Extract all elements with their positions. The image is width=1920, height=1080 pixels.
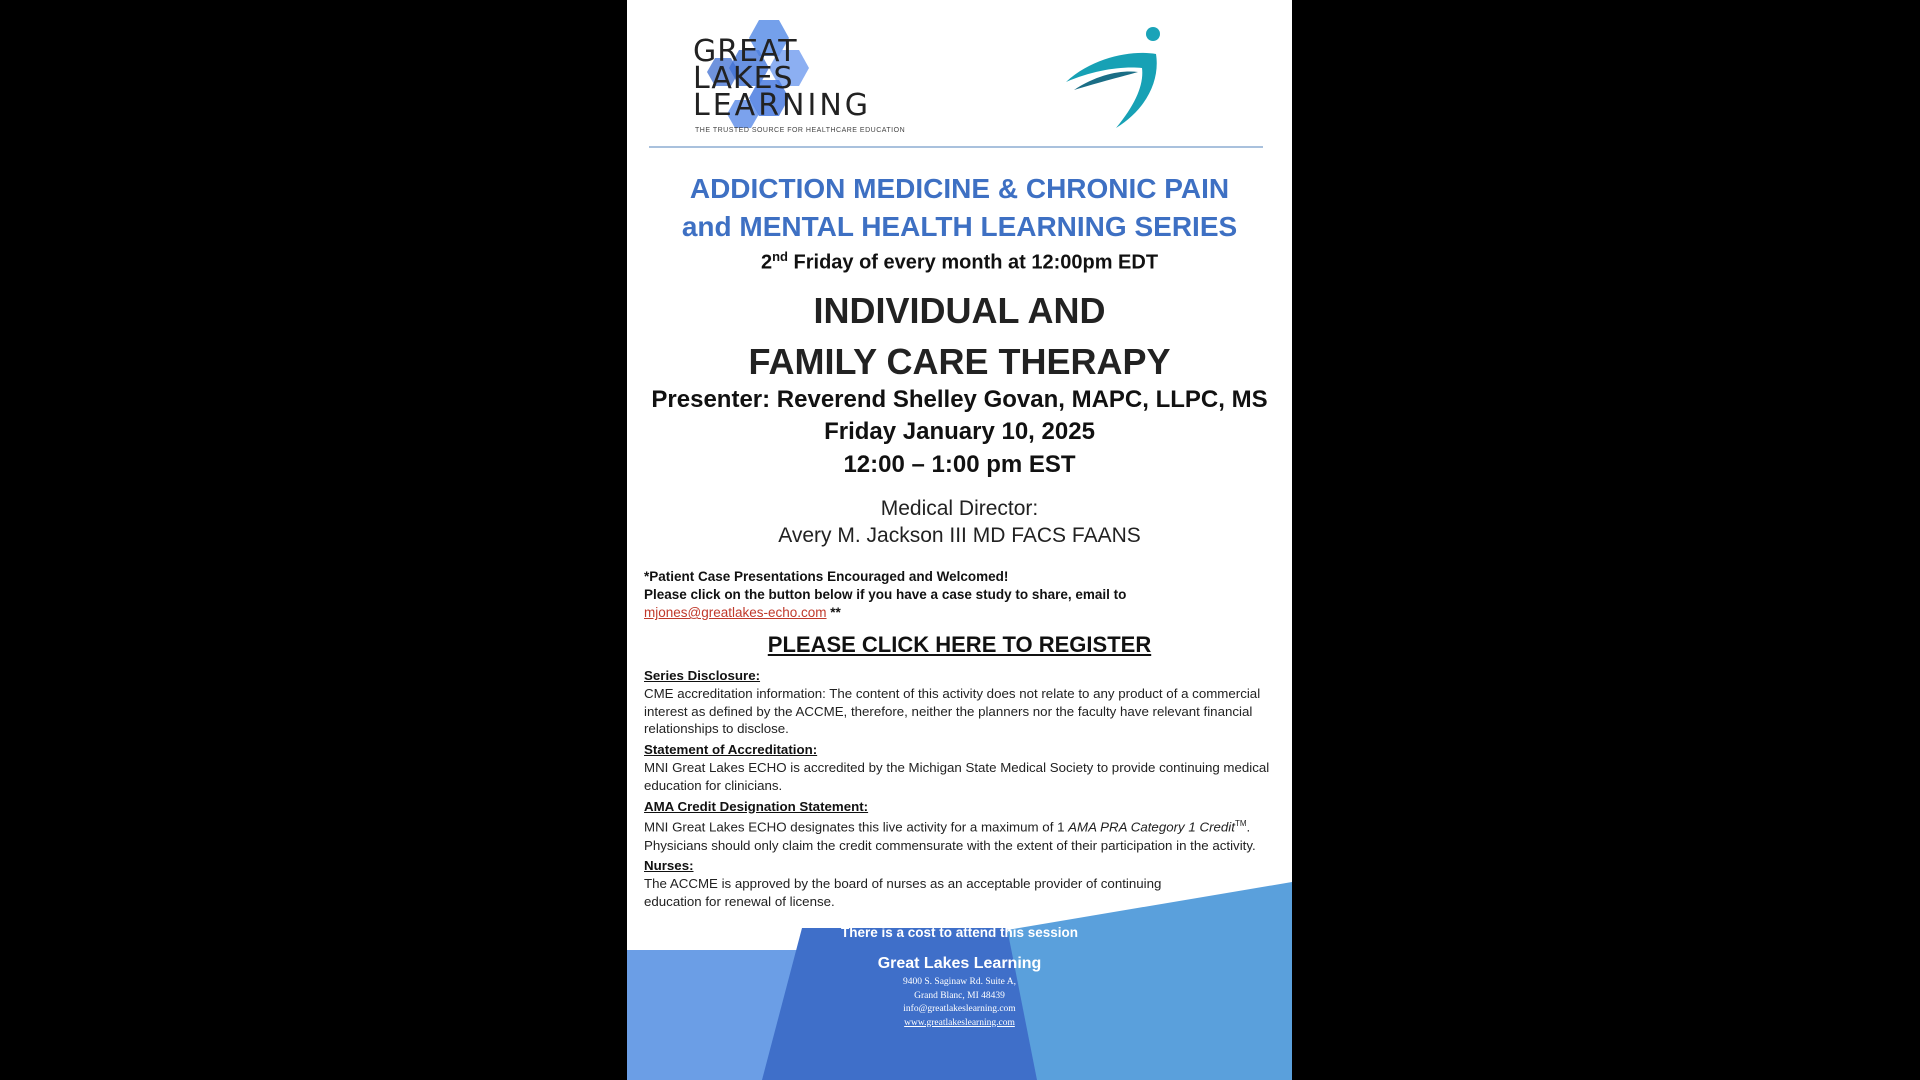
nurses-text: The ACCME is approved by the board of nurses as an acceptable provider of continuing education for renewal of license. (644, 876, 1162, 909)
series-title-line2: and MENTAL HEALTH LEARNING SERIES (681, 211, 1238, 242)
logo-word-learning: LEARNING (693, 88, 872, 123)
schedule-ordinal: 2 (760, 251, 773, 274)
logo-word-great: GREAT (693, 34, 798, 69)
register-link[interactable]: PLEASE CLICK HERE TO REGISTER (767, 632, 1152, 657)
address-line2: Grand Blanc, MI 48439 (914, 990, 1005, 1001)
ama-credit-text-2: . Physicians should only claim the credit commensurate with the extent of their participation in the activity. (644, 819, 1256, 853)
flyer-page (627, 0, 1292, 1080)
accreditation-text: MNI Great Lakes ECHO is accredited by the Michigan State Medical Society to provide continuing medical education for clinicians. (644, 759, 1270, 793)
footer-website-link[interactable]: www.greatlakeslearning.com (904, 1017, 1015, 1028)
case-email-link[interactable]: mjones@greatlakes-echo.com (644, 605, 827, 620)
event-title-line2: FAMILY CARE THERAPY (748, 341, 1171, 382)
series-title-line1: ADDICTION MEDICINE & CHRONIC PAIN (689, 173, 1230, 204)
series-disclosure-heading: Series Disclosure: (644, 668, 761, 683)
series-schedule (627, 249, 1292, 275)
event-title-line1: INDIVIDUAL AND (813, 290, 1106, 331)
ama-credit-heading: AMA Credit Designation Statement: (644, 798, 869, 814)
address-line1: 9400 S. Saginaw Rd. Suite A, (903, 977, 1016, 987)
cost-notice: There is a cost to attend this session (840, 925, 1079, 940)
series-title (627, 170, 1292, 246)
logo-tagline: THE TRUSTED SOURCE FOR HEALTHCARE EDUCATION (695, 127, 906, 134)
case-headline: *Patient Case Presentations Encouraged and Welcomed! (644, 569, 1009, 584)
ama-credit-italic: AMA PRA Category 1 Credit (1068, 819, 1235, 835)
footer-email: info@greatlakeslearning.com (903, 1004, 1016, 1014)
case-instruction: Please click on the button below if you have a case study to share, email to (644, 587, 1127, 602)
disclosures (644, 664, 1272, 911)
schedule-text: Friday of every month at 12:00pm EDT (793, 251, 1159, 274)
ama-credit-tm: TM (1234, 819, 1247, 829)
nurses-heading: Nurses: (644, 858, 694, 874)
series-disclosure-text: CME accreditation information: The content of this activity does not relate to any product of a commercial interest as defined by the ACCME, therefore, neither the planners nor the faculty have relevant financial relationships to disclose. (644, 685, 1261, 737)
accreditation-heading: Statement of Accreditation: (644, 742, 818, 758)
event-date: Friday January 10, 2025 (824, 418, 1095, 445)
presenter: Presenter: Reverend Shelley Govan, MAPC, LLPC, MS (651, 386, 1268, 413)
logo-wordmark (693, 34, 872, 123)
great-lakes-learning-logo (687, 18, 907, 140)
logo-word-lakes: LAKES (693, 61, 794, 96)
event-time: 12:00 – 1:00 pm EST (843, 451, 1076, 478)
schedule-ordinal-suffix: nd (772, 249, 788, 264)
footer-org-name: Great Lakes Learning (877, 955, 1042, 972)
medical-director-name: Avery M. Jackson III MD FACS FAANS (778, 524, 1141, 547)
ama-credit-text-1: MNI Great Lakes ECHO designates this live activity for a maximum of 1 (644, 819, 1069, 835)
medical-director-label: Medical Director: (880, 497, 1039, 520)
case-presentation-note (644, 568, 1264, 622)
event-title (627, 285, 1292, 387)
footer-address (627, 976, 1292, 1030)
ama-credit-text (644, 815, 1272, 854)
header-divider (649, 146, 1263, 148)
case-suffix: ** (826, 605, 841, 620)
swoosh-figure-icon (1064, 24, 1174, 130)
